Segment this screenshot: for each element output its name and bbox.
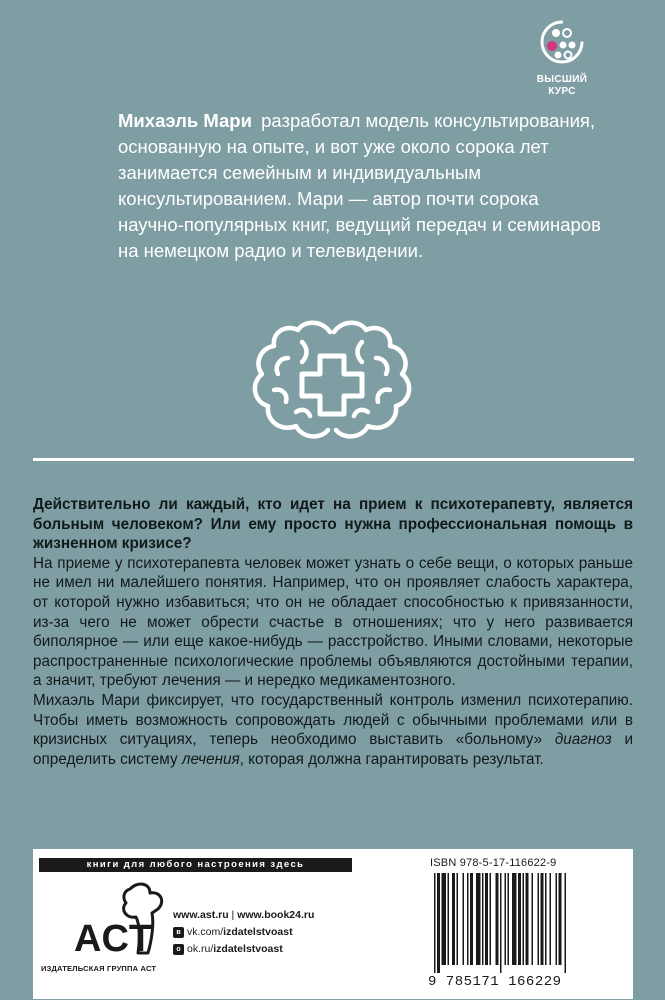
- barcode-bar: [452, 873, 455, 965]
- ok-row[interactable]: [173, 941, 314, 958]
- lead-question: Действительно ли каждый, кто идет на прием к психотерапевту, является больным человеком? Или ему просто нужна профессиональная помощь в жизненном кризисе?: [33, 496, 633, 553]
- barcode-bar: [556, 873, 558, 965]
- ok-prefix: ok.ru/: [187, 943, 214, 955]
- paragraph-2-part-a: Михаэль Мари фиксирует, что государственный контроль изменил психотерапию. Чтобы иметь возможность сопровождать людей с обычными проблемами или в кризисных ситуациях, теперь необходимо выставить «больному»: [33, 691, 633, 749]
- series-line-2: КУРС: [548, 86, 576, 97]
- vk-row[interactable]: [173, 924, 314, 941]
- barcode-bar: [437, 873, 440, 973]
- series-line-1: ВЫСШИЙ: [536, 74, 588, 85]
- paragraph-2: [33, 691, 633, 769]
- barcode-bar: [512, 873, 517, 965]
- isbn-block: [428, 853, 628, 995]
- barcode-bar: [500, 873, 502, 973]
- author-bio-text: разработал модель консультирования, основанную на опыте, и вот уже около сорока лет занимается семейным и индивидуальным консультированием. Мари — автор почти сорока научно-популярных книг, ведущий передач и семинаров на немецком радио и телевидении.: [118, 110, 601, 261]
- barcode-bar: [565, 873, 567, 973]
- author-bio: [118, 108, 608, 264]
- paragraph-2-italic-treatment: лечения: [181, 750, 240, 768]
- ok-icon: о: [173, 944, 184, 955]
- series-nodes-icon: [534, 14, 590, 70]
- barcode-bar: [505, 873, 507, 965]
- annotation-text: [33, 495, 633, 769]
- barcode-bar: [448, 873, 450, 965]
- barcode-bar: [434, 873, 436, 973]
- brain-with-cross-icon: [244, 318, 420, 446]
- barcode-bar: [508, 873, 510, 965]
- barcode-bar: [559, 873, 562, 965]
- series-logo: [527, 14, 597, 98]
- vk-icon: в: [173, 927, 184, 938]
- barcode-bar: [550, 873, 552, 965]
- slogan-banner: книги для любого настроения здесь: [39, 858, 352, 872]
- site-ast-link[interactable]: www.ast.ru: [173, 909, 229, 921]
- barcode-bar: [463, 873, 465, 965]
- barcode-bar: [518, 873, 521, 965]
- barcode-bar: [485, 873, 488, 965]
- paragraph-1: На приеме у психотерапевта человек может узнать о себе вещи, о которых раньше не имел ни малейшего понятия. Например, что он проявляет слабость характера, от которой нужно избавиться; что он не обладает способностью к привязанности, из-за чего не может обрести счастье в отношениях; что у него развивается биполярное — или еще какое-нибудь — расстройство. Иными словами, некоторые распространенные психологические проблемы объявляются достойными терапии, а значит, требуют лечения — и нередко медикаментозного.: [33, 554, 633, 690]
- barcode-bar: [538, 873, 540, 965]
- barcode-bar: [482, 873, 484, 965]
- barcode-digits: 9 785171 166229: [428, 974, 562, 990]
- barcode-bar: [442, 873, 447, 965]
- websites-row: [173, 907, 314, 924]
- barcode-bar: [545, 873, 547, 965]
- vk-handle: izdatelstvoast: [223, 926, 293, 938]
- barcode-bar: [523, 873, 525, 965]
- paragraph-2-italic-diagnosis: диагноз: [554, 731, 612, 749]
- barcode-bar: [496, 873, 499, 965]
- barcode: [430, 873, 620, 973]
- barcode-bar: [470, 873, 473, 965]
- site-separator: |: [228, 909, 238, 921]
- barcode-bar: [490, 873, 492, 965]
- barcode-bar: [467, 873, 469, 965]
- publisher-caption: ИЗДАТЕЛЬСКАЯ ГРУППА АСТ: [41, 964, 157, 973]
- site-book24-link[interactable]: www.book24.ru: [237, 909, 315, 921]
- publisher-footer: [33, 849, 633, 999]
- isbn-text: ISBN 978-5-17-116622-9: [430, 857, 557, 869]
- barcode-bar: [541, 873, 544, 965]
- vk-prefix: vk.com/: [187, 926, 224, 938]
- publisher-links: [173, 907, 314, 958]
- paragraph-2-part-b: и определить систему: [33, 731, 633, 768]
- barcode-bar: [526, 873, 529, 965]
- publisher-logo-text: ACT: [74, 918, 153, 960]
- barcode-bar: [532, 873, 534, 965]
- section-divider: [33, 458, 634, 461]
- barcode-bar: [476, 873, 481, 965]
- paragraph-2-part-c: , которая должна гарантировать результат.: [239, 750, 544, 768]
- barcode-bar: [457, 873, 459, 965]
- author-name: Михаэль Мари: [118, 110, 252, 131]
- ok-handle: izdatelstvoast: [213, 943, 283, 955]
